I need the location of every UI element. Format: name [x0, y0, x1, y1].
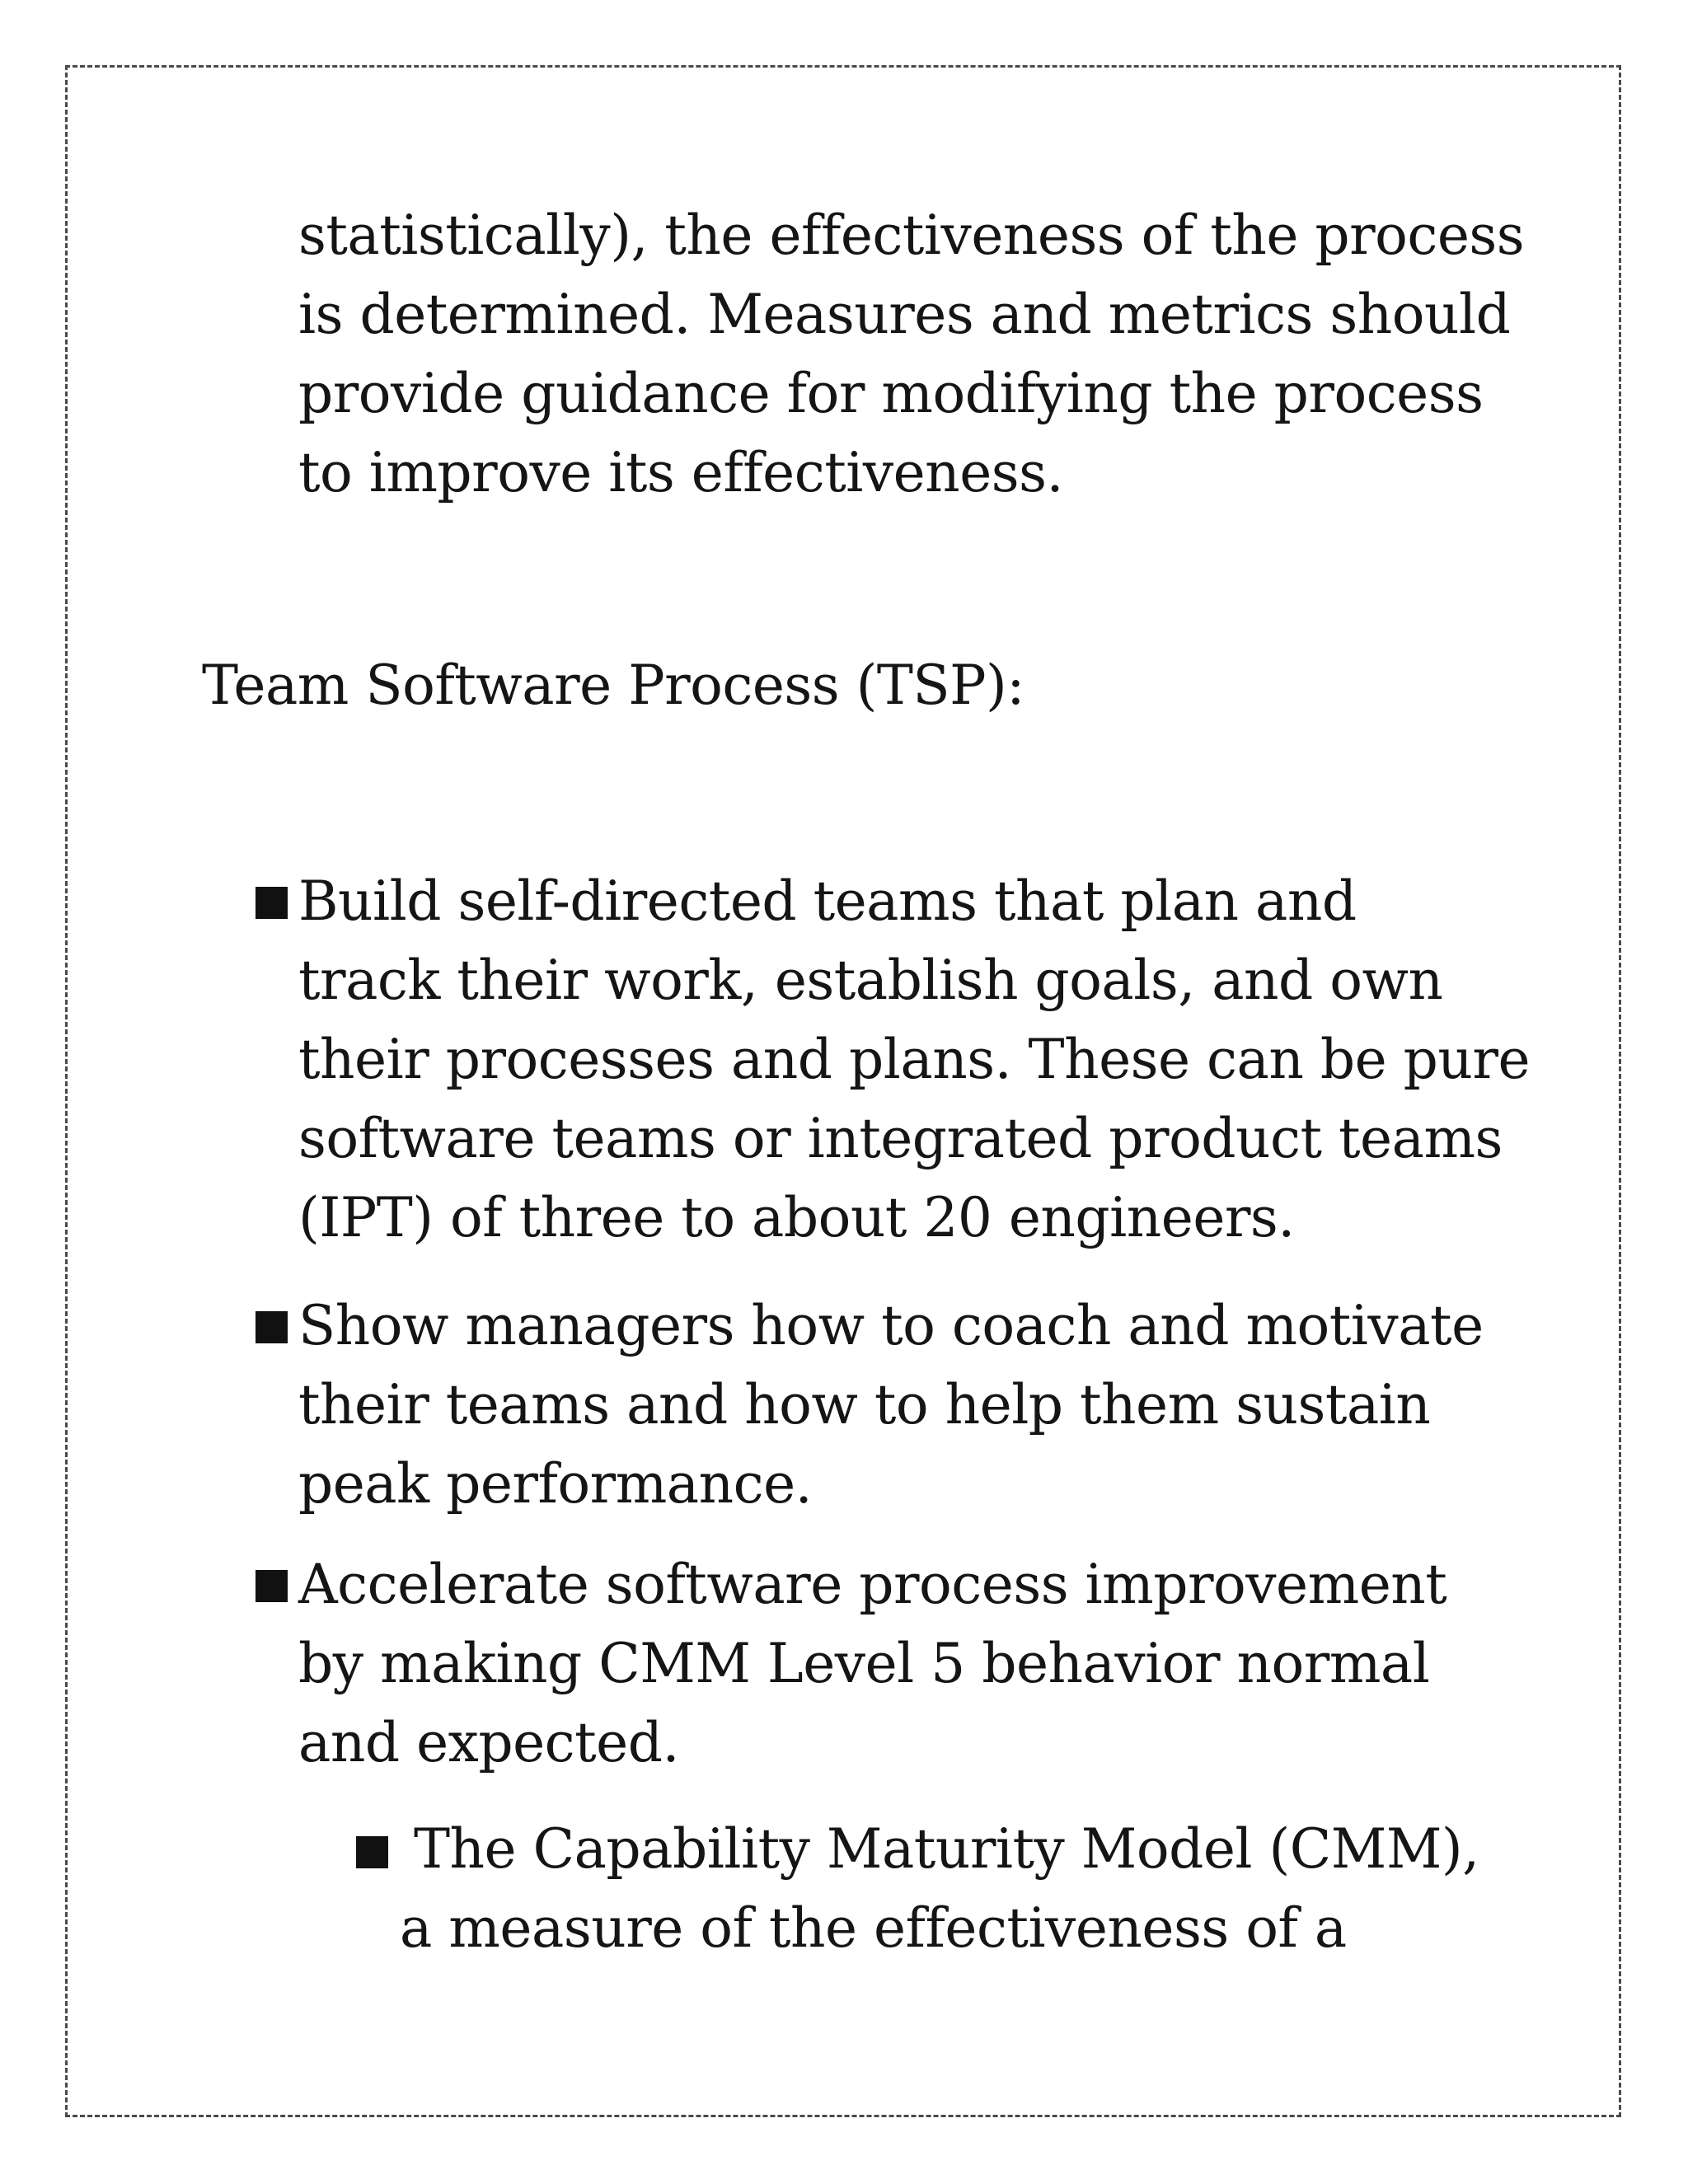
bullet-line: Accelerate software process improvement — [298, 1553, 1447, 1616]
section-heading: Team Software Process (TSP): — [202, 654, 1025, 717]
sub-bullet-line: The Capability Maturity Model (CMM), — [414, 1817, 1479, 1881]
square-bullet-icon — [256, 1570, 288, 1602]
bullet-line: track their work, establish goals, and own — [298, 949, 1443, 1012]
bullet-line: and expected. — [298, 1711, 679, 1774]
square-bullet-icon — [356, 1836, 388, 1868]
bullet-line: their processes and plans. These can be pure — [298, 1028, 1531, 1091]
bullet-line: (IPT) of three to about 20 engineers. — [298, 1186, 1295, 1249]
bullet-line: peak performance. — [298, 1452, 813, 1516]
bullet-line: their teams and how to help them sustain — [298, 1373, 1431, 1436]
intro-line: provide guidance for modifying the process — [298, 362, 1484, 425]
intro-line: to improve its effectiveness. — [298, 441, 1063, 504]
square-bullet-icon — [256, 1311, 288, 1343]
intro-line: statistically), the effectiveness of the process — [298, 204, 1525, 267]
bullet-line: Show managers how to coach and motivate — [298, 1294, 1484, 1357]
intro-line: is determined. Measures and metrics should — [298, 283, 1511, 346]
square-bullet-icon — [256, 887, 288, 919]
sub-bullet-line: a measure of the effectiveness of a — [400, 1896, 1347, 1960]
bullet-line: by making CMM Level 5 behavior normal — [298, 1632, 1430, 1695]
bullet-line: software teams or integrated product teams — [298, 1107, 1503, 1170]
bullet-line: Build self-directed teams that plan and — [298, 869, 1357, 933]
